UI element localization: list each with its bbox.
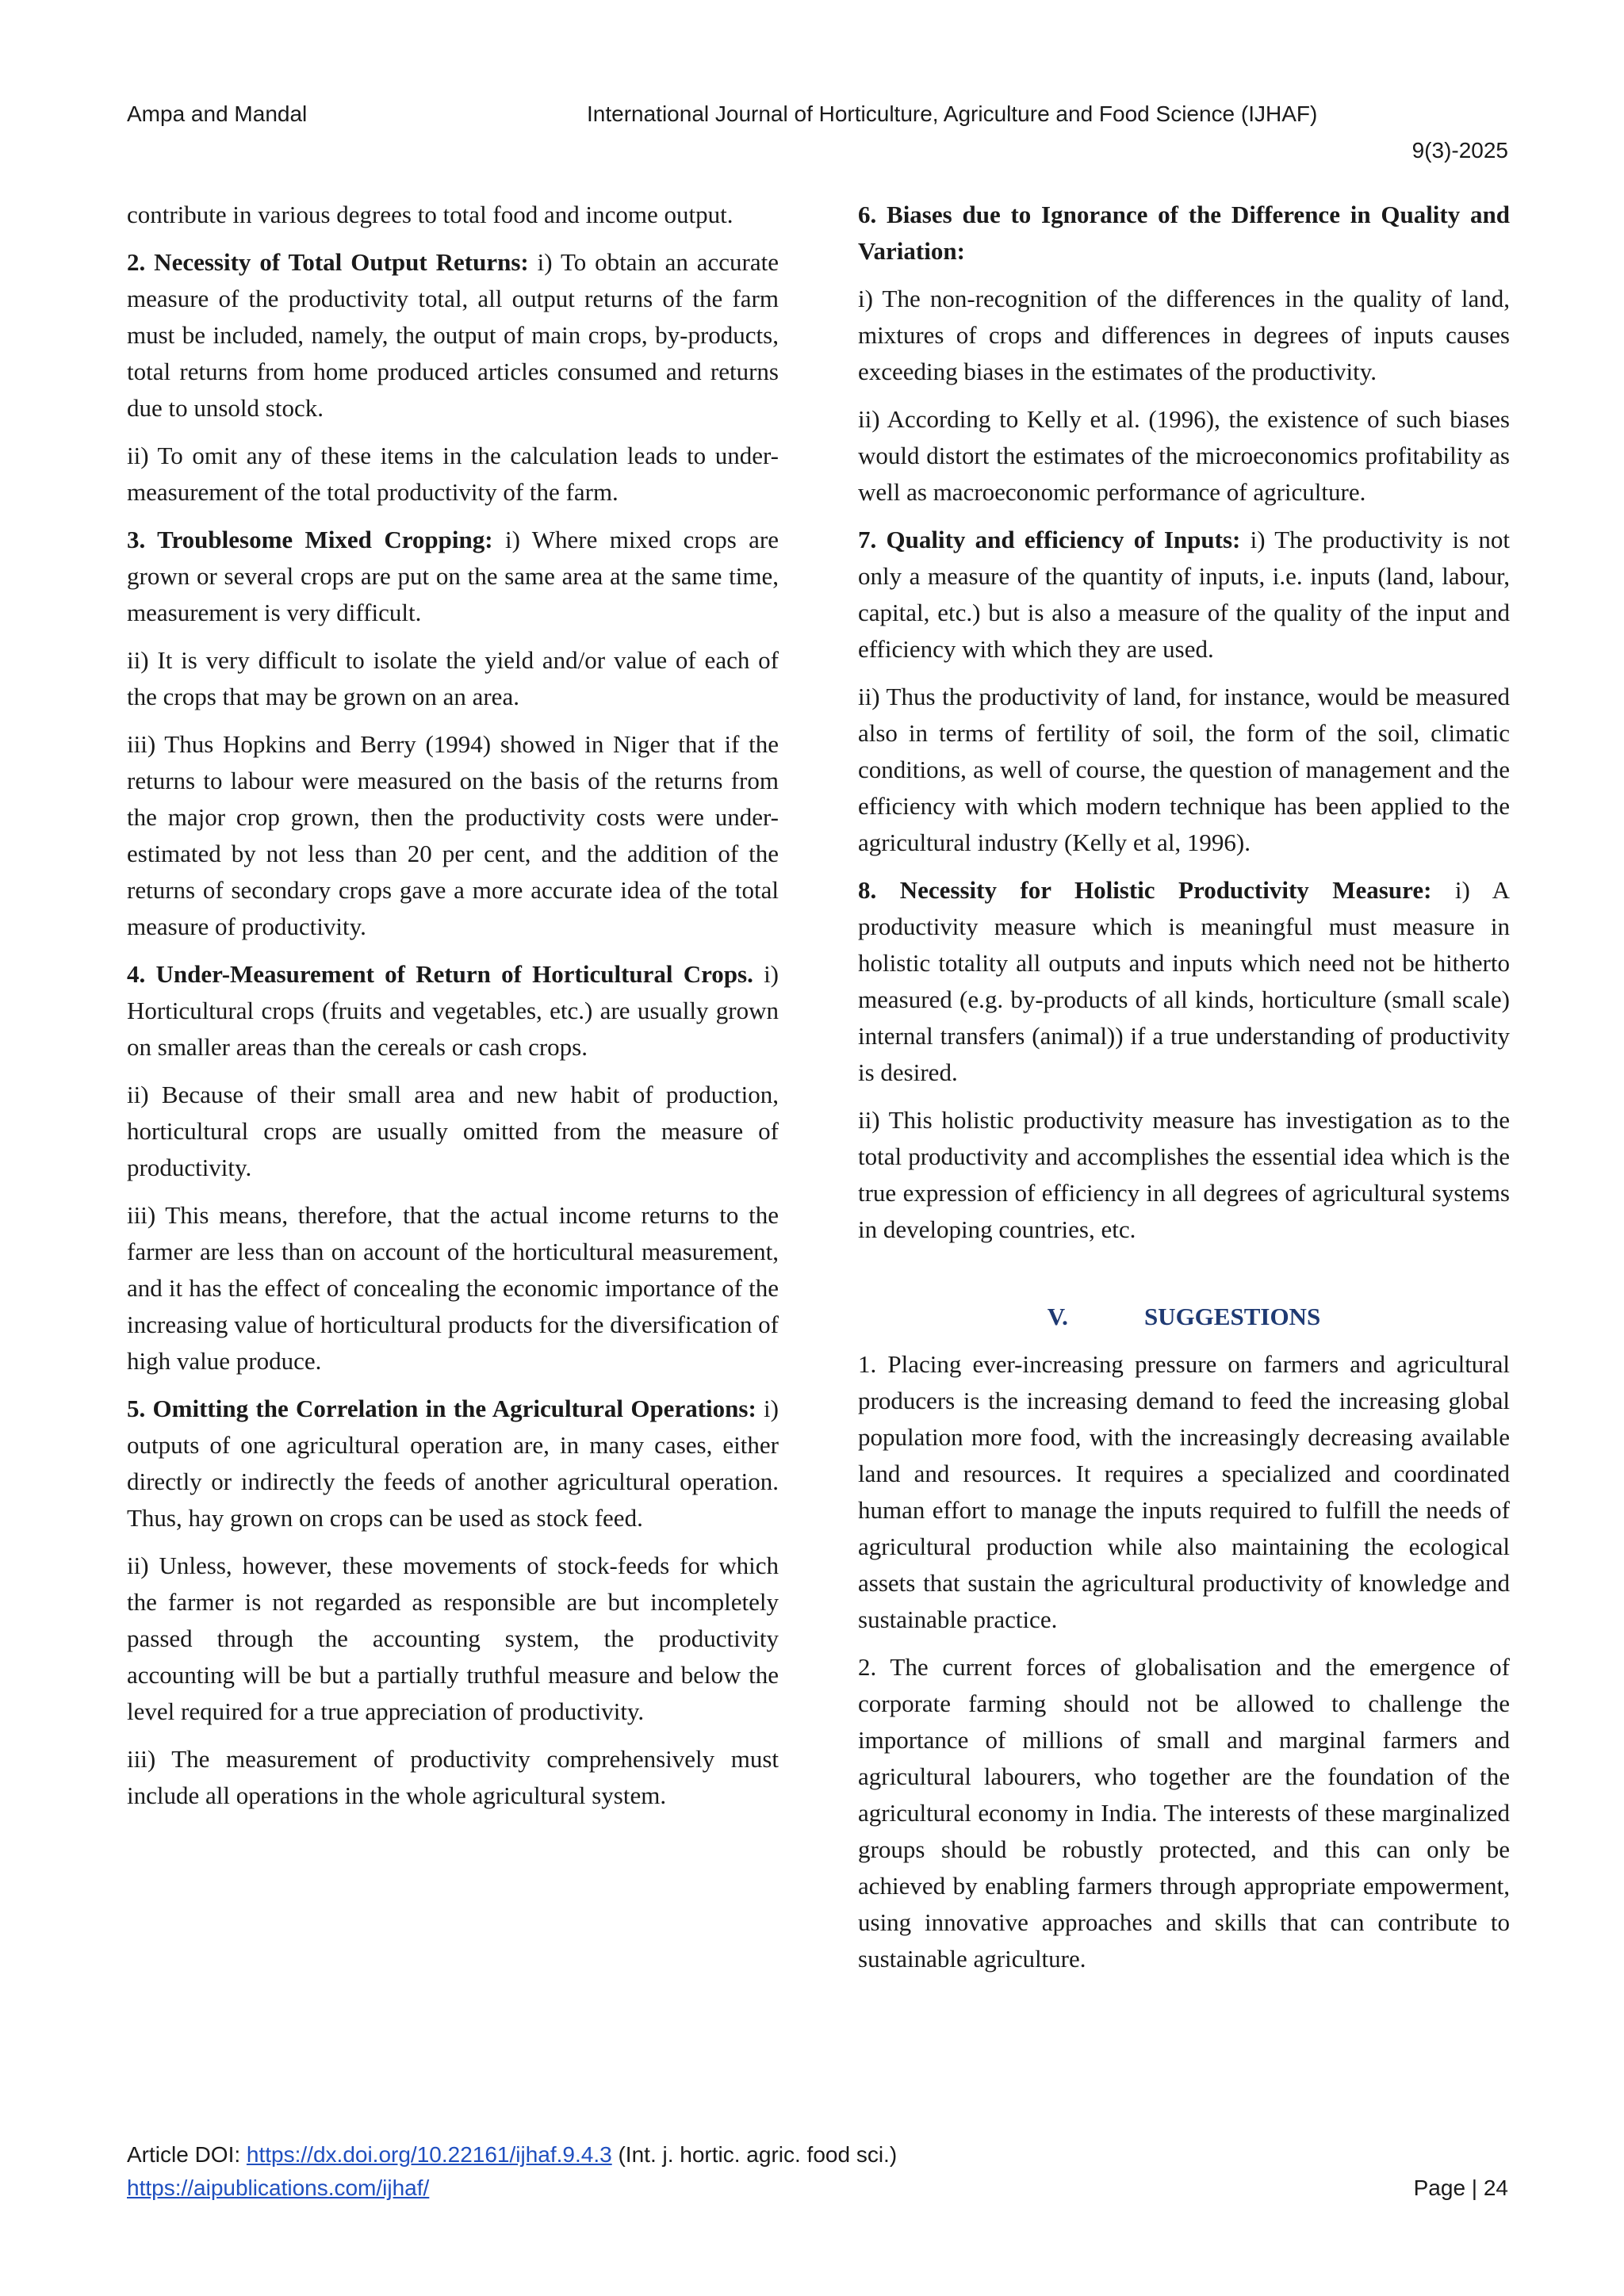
- paragraph: [127, 522, 779, 631]
- item-heading: 4. Under-Measurement of Return of Horticultural Crops.: [127, 960, 753, 988]
- item-heading: 3. Troublesome Mixed Cropping:: [127, 526, 493, 553]
- item-heading: 5. Omitting the Correlation in the Agricultural Operations:: [127, 1395, 756, 1422]
- item-heading: 7. Quality and efficiency of Inputs:: [858, 526, 1241, 553]
- paragraph: iii) The measurement of productivity comprehensively must include all operations in the whole agricultural system.: [127, 1745, 779, 1809]
- paragraph: [127, 956, 779, 1066]
- paragraph: ii) According to Kelly et al. (1996), the existence of such biases would distort the estimates of the microeconomics profitability as well as macroeconomic performance of agriculture.: [858, 405, 1510, 506]
- paragraph: ii) Unless, however, these movements of stock-feeds for which the farmer is not regarded as responsible are but incompletely passed through the accounting system, the productivity accounting will be but a partially truthful measure and below the level required for a true appreciation of productivity.: [127, 1552, 779, 1725]
- header-authors: Ampa and Mandal: [127, 101, 308, 126]
- header-volume: 9(3)-2025: [1411, 138, 1508, 163]
- paragraph: [858, 522, 1510, 668]
- paragraph: [858, 197, 1510, 270]
- doi-label: Article DOI:: [127, 2142, 247, 2167]
- item-heading: 6. Biases due to Ignorance of the Difference in Quality and Variation:: [858, 201, 1510, 265]
- page-number: Page | 24: [1413, 2175, 1508, 2200]
- section-heading: [858, 1299, 1510, 1335]
- site-link[interactable]: https://aipublications.com/ijhaf/: [127, 2175, 430, 2200]
- header-journal-title: International Journal of Horticulture, Agriculture and Food Science (IJHAF): [587, 101, 1318, 126]
- paragraph: [127, 1391, 779, 1536]
- paragraph: ii) Thus the productivity of land, for instance, would be measured also in terms of fertility of soil, the form of the soil, climatic conditions, as well of course, the question of management and the efficiency with which modern technique has been applied to the agricultural industry (Kelly et al, 1996).: [858, 683, 1510, 856]
- section-title: SUGGESTIONS: [1143, 1303, 1321, 1330]
- item-heading: 2. Necessity of Total Output Returns:: [127, 248, 529, 276]
- footer-doi: [127, 2142, 897, 2168]
- paragraph: [858, 872, 1510, 1091]
- paragraph: [127, 244, 779, 427]
- item-text: i) outputs of one agricultural operation are, in many cases, either directly or indirectly the feeds of another agricultural operation. Thus, hay grown on crops can be used as stock feed.: [127, 1395, 779, 1532]
- paragraph: iii) Thus Hopkins and Berry (1994) showed in Niger that if the returns to labour were measured on the basis of the returns from the major crop grown, then the productivity costs were under-estimated by not less than 20 per cent, and the addition of the returns of secondary crops gave a more accurate idea of the total measure of productivity.: [127, 730, 779, 940]
- paragraph: ii) To omit any of these items in the calculation leads to under-measurement of the total productivity of the farm.: [127, 442, 779, 506]
- paragraph: contribute in various degrees to total food and income output.: [127, 201, 733, 228]
- footer-site: [127, 2175, 429, 2201]
- paragraph: i) The non-recognition of the differences in the quality of land, mixtures of crops and differences in degrees of inputs causes exceeding biases in the estimates of the productivity.: [858, 285, 1510, 385]
- item-text: i) The productivity is not only a measure of the quantity of inputs, i.e. inputs (land, labour, capital, etc.) but is also a measure of the quality of the input and efficiency with which they are used.: [858, 526, 1510, 663]
- paragraph: ii) This holistic productivity measure has investigation as to the total productivity and accomplishes the essential idea which is the true expression of efficiency in all degrees of agricultural systems in developing countries, etc.: [858, 1106, 1510, 1243]
- paragraph: 2. The current forces of globalisation and the emergence of corporate farming should not be allowed to challenge the importance of millions of small and marginal farmers and agricultural labourers, who together are the foundation of the agricultural economy in India. The interests of these marginalized groups should be robustly protected, and this can only be achieved by enabling farmers through appropriate empowerment, using innovative approaches and skills that can contribute to sustainable agriculture.: [858, 1653, 1510, 1973]
- item-text: i) To obtain an accurate measure of the productivity total, all output returns of the farm must be included, namely, the output of main crops, by-products, total returns from home produced articles consumed and returns due to unsold stock.: [127, 248, 779, 422]
- left-column: [127, 197, 779, 1825]
- item-text: i) Where mixed crops are grown or several crops are put on the same area at the same time, measurement is very difficult.: [127, 526, 779, 626]
- paragraph: iii) This means, therefore, that the actual income returns to the farmer are less than on account of the horticultural measurement, and it has the effect of concealing the economic importance of the increasing value of horticultural products for the diversification of high value produce.: [127, 1201, 779, 1375]
- right-column: [858, 197, 1510, 1988]
- item-text: i) A productivity measure which is meaningful must measure in holistic totality all outputs and inputs which need not be hitherto measured (e.g. by-products of all kinds, horticulture (small scale) internal transfers (animal)) if a true understanding of productivity is desired.: [858, 876, 1510, 1086]
- paragraph: 1. Placing ever-increasing pressure on farmers and agricultural producers is the increasing demand to feed the increasing global population more food, with the increasingly decreasing available land and resources. It requires a specialized and coordinated human effort to manage the inputs required to fulfill the needs of agricultural production while also maintaining the ecological assets that sustain the agricultural productivity of knowledge and sustainable practice.: [858, 1350, 1510, 1633]
- doi-suffix: (Int. j. hortic. agric. food sci.): [611, 2142, 898, 2167]
- paragraph: ii) It is very difficult to isolate the yield and/or value of each of the crops that may be grown on an area.: [127, 646, 779, 710]
- item-heading: 8. Necessity for Holistic Productivity Measure:: [858, 876, 1432, 904]
- section-number: V.: [1047, 1303, 1068, 1330]
- doi-link[interactable]: https://dx.doi.org/10.22161/ijhaf.9.4.3: [246, 2142, 612, 2167]
- item-text: i) Horticultural crops (fruits and vegetables, etc.) are usually grown on smaller areas than the cereals or cash crops.: [127, 960, 779, 1061]
- paragraph: ii) Because of their small area and new habit of production, horticultural crops are usually omitted from the measure of productivity.: [127, 1081, 779, 1181]
